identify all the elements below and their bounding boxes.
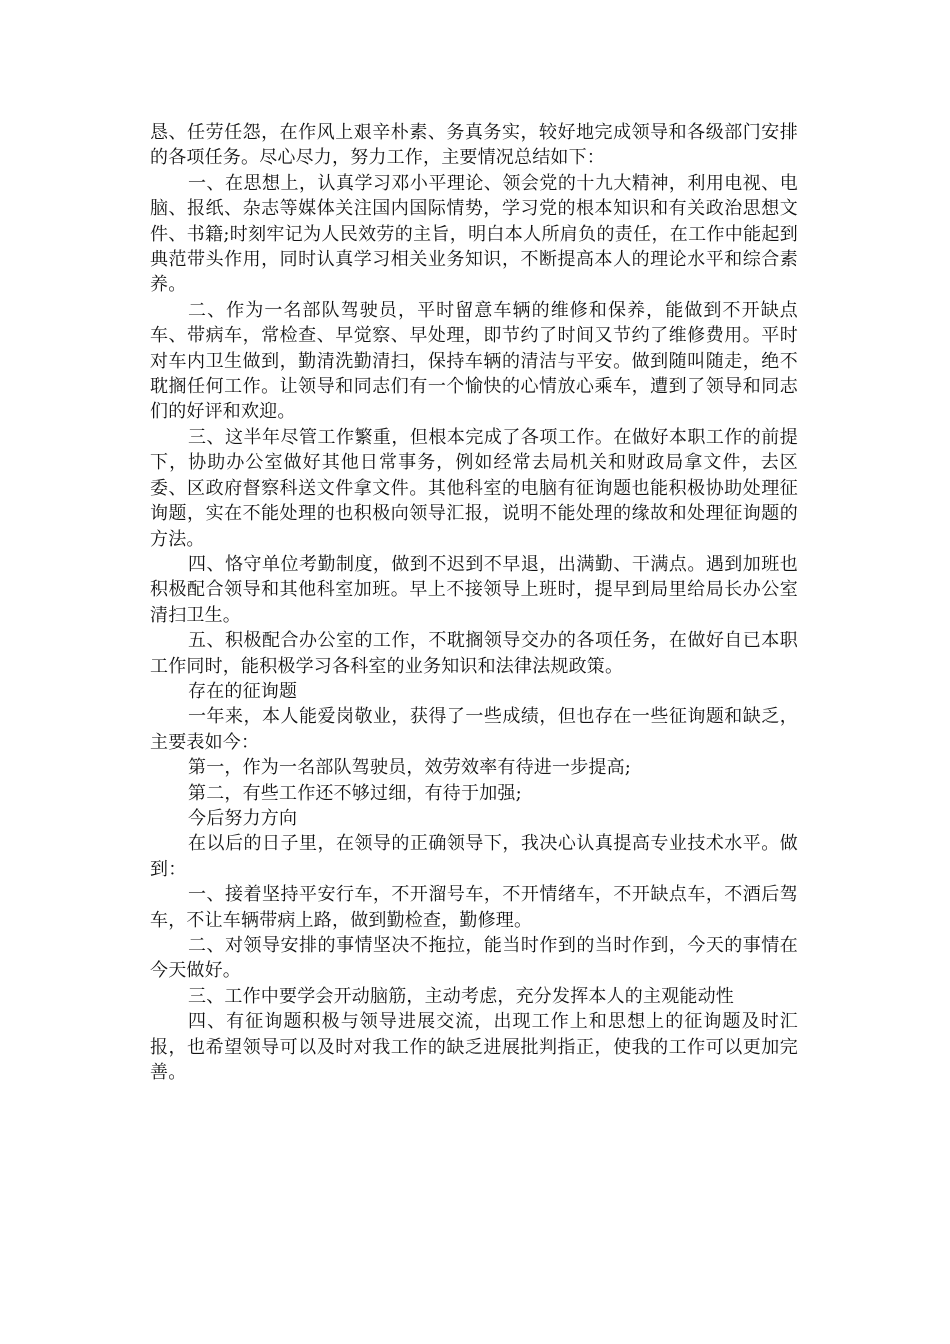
- paragraph-direction-intro: 在以后的日子里，在领导的正确领导下，我决心认真提高专业技术水平。做到：: [150, 833, 798, 880]
- paragraph-problems-intro: 一年来，本人能爱岗敬业，获得了一些成绩，但也存在一些征询题和缺乏，主要表如今：: [150, 706, 798, 753]
- paragraph-point-4-attendance: 四、恪守单位考勤制度，做到不迟到不早退，出满勤、干满点。遇到加班也积极配合领导和其他科室加班。早上不接领导上班时，提早到局里给局长办公室清扫卫生。: [150, 553, 798, 626]
- paragraph-problem-1: 第一，作为一名部队驾驶员，效劳效率有待进一步提高;: [188, 757, 632, 779]
- paragraph-intro-continuation: 恳、任劳任怨，在作风上艰辛朴素、务真务实，较好地完成领导和各级部门安排的各项任务。尽心尽力，努力工作，主要情况总结如下：: [150, 122, 798, 169]
- section-heading-problems: 存在的征询题: [188, 680, 298, 702]
- document-body: [150, 120, 798, 1085]
- paragraph-direction-1: 一、接着坚持平安行车，不开溜号车，不开情绪车，不开缺点车，不酒后驾车，不让车辆带病上路，做到勤检查，勤修理。: [150, 884, 798, 931]
- paragraph-point-1-thought: 一、在思想上，认真学习邓小平理论、领会党的十九大精神，利用电视、电脑、报纸、杂志等媒体关注国内国际情势，学习党的根本知识和有关政治思想文件、书籍;时刻牢记为人民效劳的主旨，明白本人所肩负的责任，在工作中能起到典范带头作用，同时认真学习相关业务知识，不断提高本人的理论水平和综合素养。: [150, 172, 798, 296]
- paragraph-point-2-driver: 二、作为一名部队驾驶员，平时留意车辆的维修和保养，能做到不开缺点车、带病车，常检查、早觉察、早处理，即节约了时间又节约了维修费用。平时对车内卫生做到，勤清洗勤清扫，保持车辆的清洁与平安。做到随叫随走，绝不耽搁任何工作。让领导和同志们有一个愉快的心情放心乘车，遭到了领导和同志们的好评和欢迎。: [150, 299, 798, 423]
- paragraph-direction-2: 二、对领导安排的事情坚决不拖拉，能当时作到的当时作到，今天的事情在今天做好。: [150, 935, 798, 982]
- paragraph-direction-3: 三、工作中要学会开动脑筋，主动考虑，充分发挥本人的主观能动性: [188, 985, 734, 1007]
- paragraph-point-3-work: 三、这半年尽管工作繁重，但根本完成了各项工作。在做好本职工作的前提下，协助办公室做好其他日常事务，例如经常去局机关和财政局拿文件，去区委、区政府督察科送文件拿文件。其他科室的电脑有征询题也能积极协助处理征询题，实在不能处理的也积极向领导汇报，说明不能处理的缘故和处理征询题的方法。: [150, 426, 798, 550]
- paragraph-problem-2: 第二，有些工作还不够过细，有待于加强;: [188, 782, 522, 804]
- paragraph-point-5-cooperation: 五、积极配合办公室的工作，不耽搁领导交办的各项任务，在做好自已本职工作同时，能积极学习各科室的业务知识和法律法规政策。: [150, 630, 798, 677]
- paragraph-direction-4: 四、有征询题积极与领导进展交流，出现工作上和思想上的征询题及时汇报，也希望领导可以及时对我工作的缺乏进展批判指正，使我的工作可以更加完善。: [150, 1011, 798, 1084]
- section-heading-direction: 今后努力方向: [188, 807, 298, 829]
